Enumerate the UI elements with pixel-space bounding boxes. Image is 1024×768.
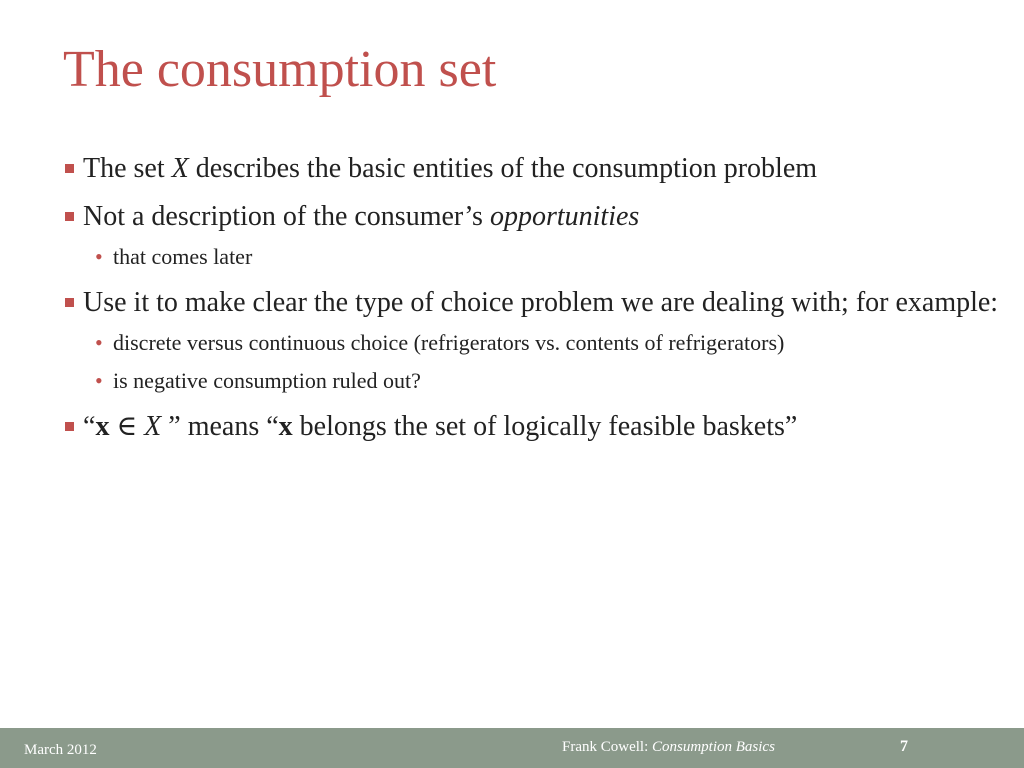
bullet-text: describes the basic entities of the consumption problem xyxy=(188,153,818,184)
bullet-text: The set xyxy=(83,153,172,184)
author-name: Frank Cowell: xyxy=(562,739,652,755)
sub-bullet-item xyxy=(63,242,1013,272)
basket-vector: x xyxy=(278,411,293,442)
square-bullet-icon xyxy=(65,164,74,173)
slide-title: The consumption set xyxy=(63,41,497,98)
basket-vector: x xyxy=(95,411,110,442)
bullet-text: Use it to make clear the type of choice problem we are dealing with; for example: xyxy=(83,287,999,318)
bullet-text: belongs the set of logically feasible baskets” xyxy=(292,411,798,442)
course-title: Consumption Basics xyxy=(652,739,775,755)
footer-author xyxy=(562,739,775,756)
emphasis-text: opportunities xyxy=(489,201,640,232)
bullet-item xyxy=(63,408,1013,446)
bullet-text: ” means “ xyxy=(168,411,279,442)
set-symbol: X xyxy=(171,153,189,184)
square-bullet-icon xyxy=(65,298,74,307)
dot-bullet-icon: • xyxy=(95,330,103,355)
bullet-item xyxy=(63,150,1013,188)
page-number: 7 xyxy=(900,738,908,755)
sub-bullet-text: that comes later xyxy=(113,244,253,269)
square-bullet-icon xyxy=(65,212,74,221)
bullet-list xyxy=(63,150,1013,456)
dot-bullet-icon: • xyxy=(95,244,103,269)
slide-footer xyxy=(0,728,1024,768)
sub-bullet-item xyxy=(63,366,1013,396)
set-symbol: X xyxy=(144,411,169,442)
sub-bullet-item xyxy=(63,328,1013,358)
quote-mark: “ xyxy=(83,411,96,442)
sub-bullet-text: discrete versus continuous choice (refrigerators vs. contents of refrigerators) xyxy=(113,330,785,355)
dot-bullet-icon: • xyxy=(95,368,103,393)
bullet-item xyxy=(63,284,1013,322)
bullet-item xyxy=(63,198,1013,236)
square-bullet-icon xyxy=(65,422,74,431)
footer-date: March 2012 xyxy=(24,742,97,758)
element-of-symbol: ∈ xyxy=(109,411,145,442)
sub-bullet-text: is negative consumption ruled out? xyxy=(113,368,421,393)
bullet-text: Not a description of the consumer’s xyxy=(83,201,490,232)
